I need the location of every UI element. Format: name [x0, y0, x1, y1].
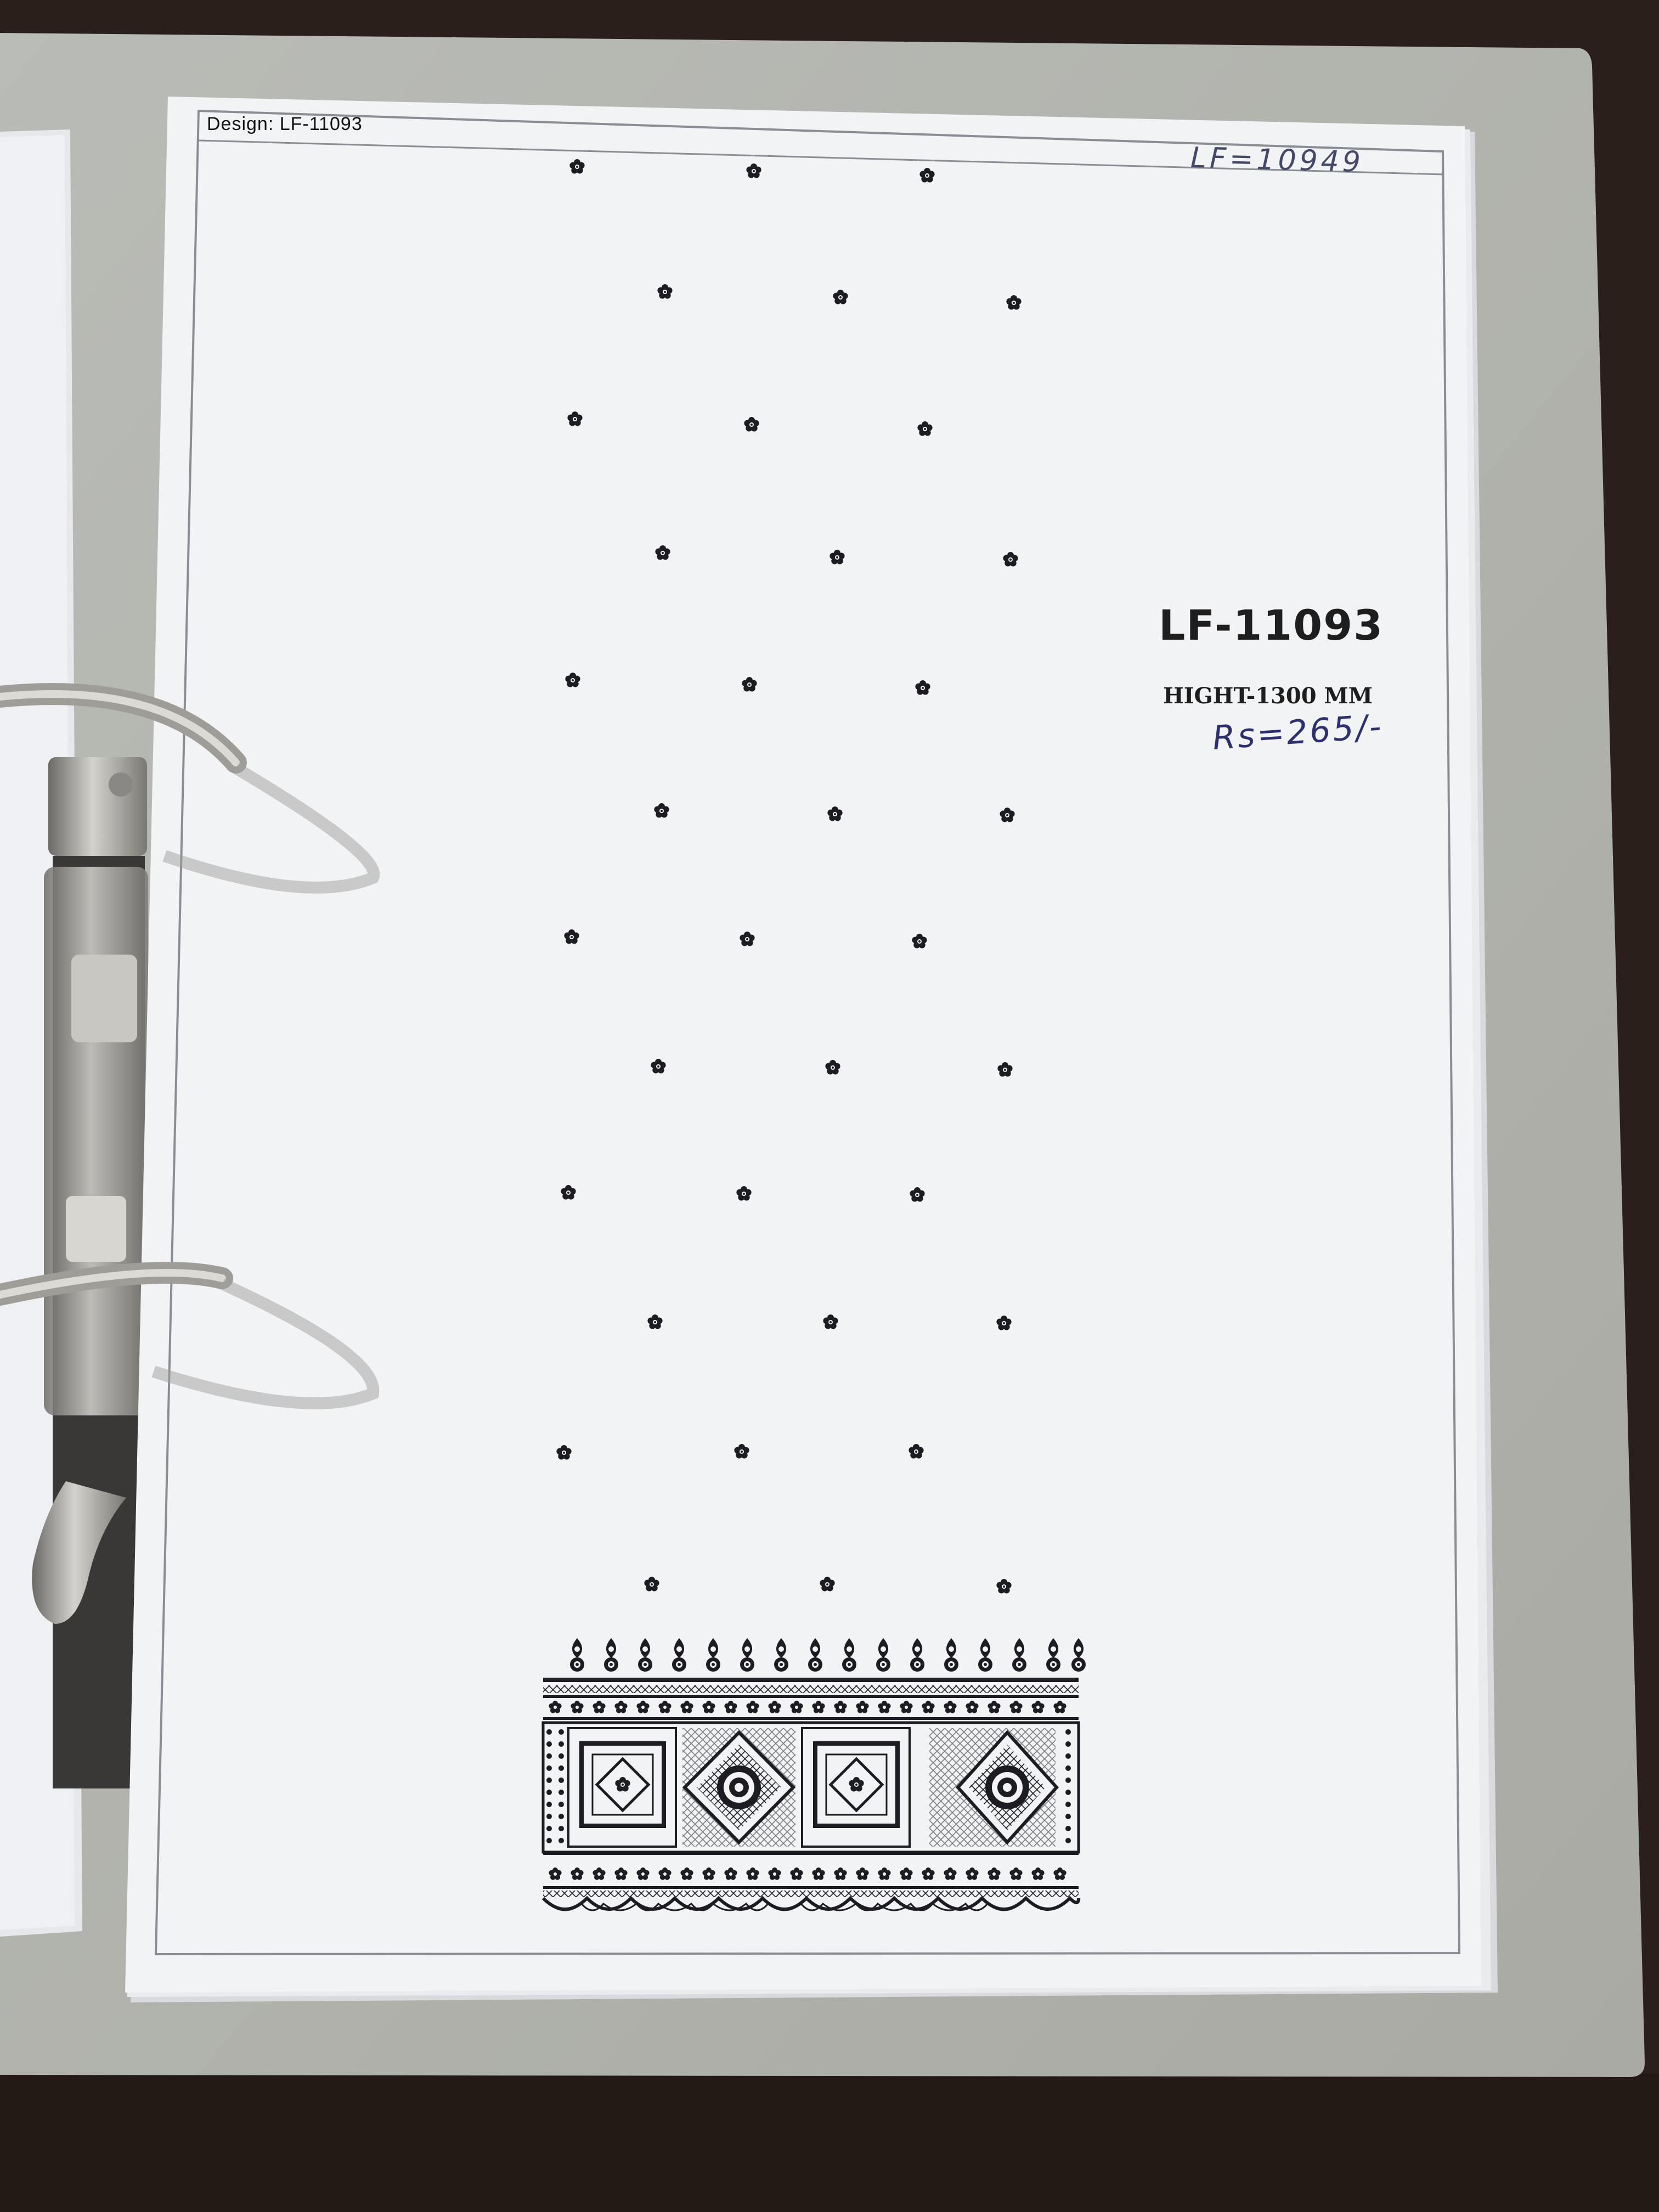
handwritten-price: Rs=265/-: [1211, 707, 1385, 758]
design-code-title: LF-11093: [1159, 601, 1384, 650]
height-spec: HIGHT-1300 MM: [1163, 683, 1373, 709]
design-label: Design: LF-11093: [207, 114, 363, 134]
handwritten-code: LF=10949: [1190, 141, 1364, 179]
design-sheet: [125, 97, 1481, 1993]
